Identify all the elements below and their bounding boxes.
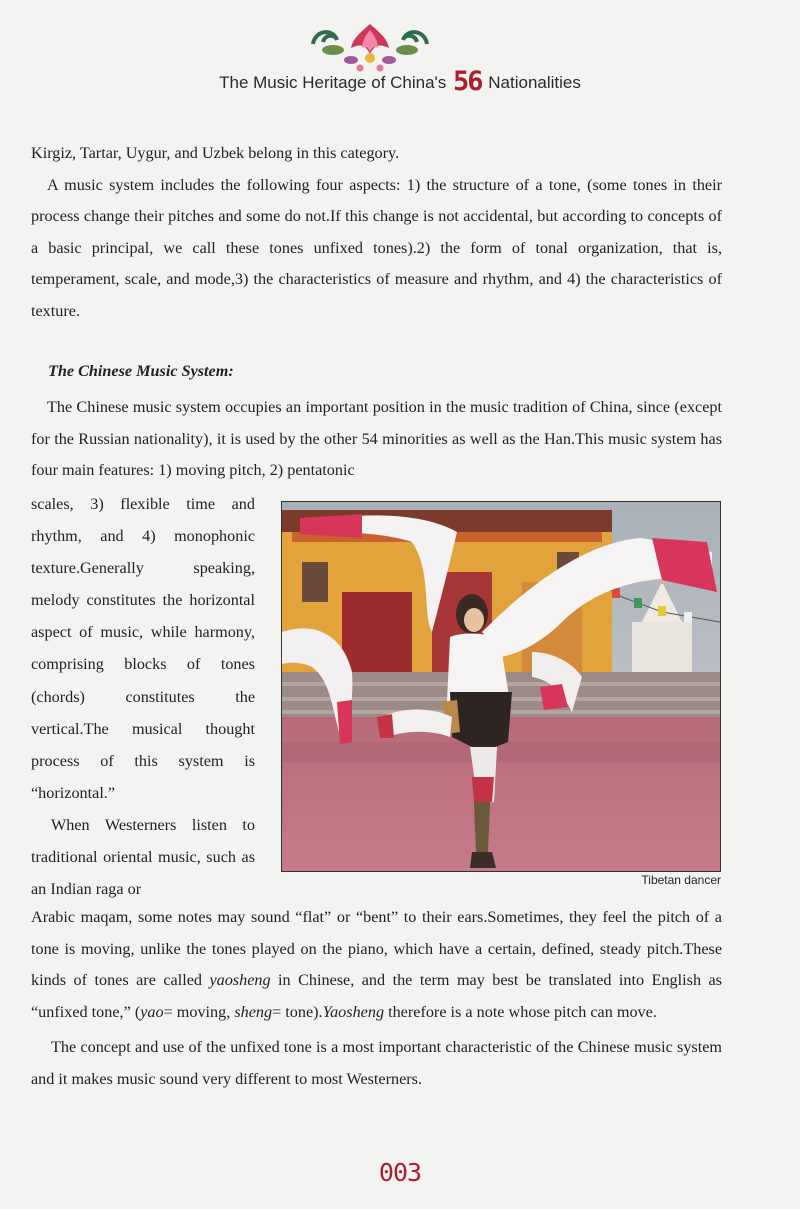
- maqam-text-4: = tone).: [272, 1002, 323, 1021]
- section-heading: The Chinese Music System:: [48, 362, 234, 380]
- maqam-text-2: in Chinese, and the term may best be translated into English as “unfixed tone,” (: [31, 971, 722, 1021]
- term-sheng: sheng: [234, 1002, 273, 1021]
- maqam-text-5: therefore is a note whose pitch can move.: [384, 1002, 657, 1021]
- narrow-text-column: [31, 488, 255, 905]
- section-text-block: [31, 392, 722, 487]
- term-yaosheng-2: Yaosheng: [322, 1002, 385, 1021]
- running-header: [0, 66, 800, 97]
- page-number: 003: [378, 1158, 422, 1187]
- lower-text-block: [31, 902, 722, 1096]
- header-title-before: The Music Heritage of China's: [219, 73, 447, 92]
- paragraph-maqam: [31, 902, 722, 1028]
- term-yaosheng: yaosheng: [209, 971, 271, 990]
- paragraph-unfixed-tone: The concept and use of the unfixed tone is a most important characteristic of the Chinese music system and it makes music sound very different to most Westerners.: [31, 1038, 722, 1088]
- top-text-block: [31, 138, 722, 328]
- tibetan-dancer-photo: [281, 501, 721, 872]
- header-title-number: 56: [453, 66, 482, 97]
- maqam-text-1: Arabic maqam, some notes may sound “flat” or “bent” to their ears.Sometimes, they feel the pitch of a tone is moving, unlike the tones played on the piano, which have a certain, defined, steady pitch.These kinds of tones are called: [31, 908, 722, 990]
- paragraph-music-system: A music system includes the following four aspects: 1) the structure of a tone, (some tones in their process change their pitches and some do not.If this change is not accidental, but according to concepts of a basic principal, we call these tones unfixed tones).2) the form of tonal organization, that is, temperament, scale, and mode,3) the characteristics of measure and rhythm, and 4) the characteristics of texture.: [31, 175, 722, 320]
- paragraph-chinese-system: The Chinese music system occupies an important position in the music tradition of China, since (except for the Russian nationality), it is used by the other 54 minorities as well as the Han.This music system has four main features: 1) moving pitch, 2) pentatonic: [31, 398, 722, 480]
- dancer-photo-illustration: [282, 502, 720, 871]
- maqam-text-3: = moving,: [163, 1002, 235, 1021]
- term-yao: yao: [140, 1002, 164, 1021]
- paragraph-westerners: When Westerners listen to traditional oriental music, such as an Indian raga or: [31, 815, 255, 899]
- photo-caption: Tibetan dancer: [641, 873, 721, 887]
- header-title-after: Nationalities: [488, 73, 581, 92]
- paragraph-features-continued: scales, 3) flexible time and rhythm, and 4) monophonic texture.Generally speaking, melody constitutes the horizontal aspect of music, while harmony, comprising blocks of tones (chords) constitutes the vertical.The musical thought process of this system is “horizontal.”: [31, 495, 255, 802]
- paragraph-intro-line: Kirgiz, Tartar, Uygur, and Uzbek belong in this category.: [31, 144, 400, 162]
